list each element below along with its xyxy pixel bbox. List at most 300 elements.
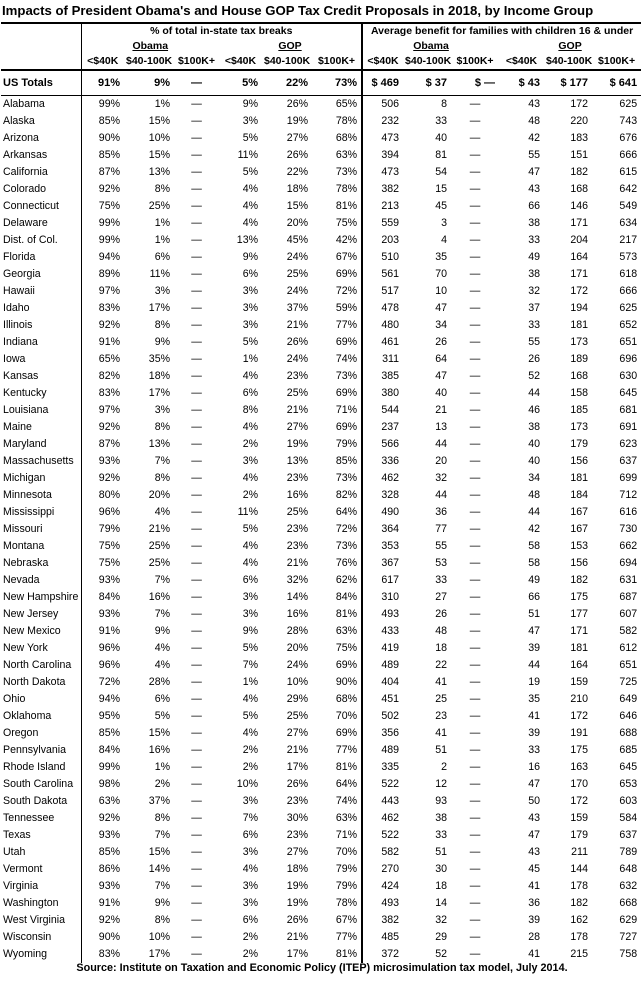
table-cell: 9% bbox=[154, 625, 170, 637]
table-cell: 1% bbox=[154, 98, 170, 110]
table-cell: 84% bbox=[335, 591, 358, 603]
table-cell: 473 bbox=[362, 164, 403, 181]
table-cell: 625 bbox=[619, 98, 638, 110]
table-cell: 44 bbox=[435, 438, 448, 450]
table-cell: 22 bbox=[435, 659, 448, 671]
state-name: Iowa bbox=[3, 353, 26, 365]
table-cell: 356 bbox=[362, 725, 403, 742]
table-cell: — bbox=[191, 846, 202, 858]
table-cell: — bbox=[191, 302, 202, 314]
table-row bbox=[1, 181, 641, 198]
table-cell: 55 bbox=[435, 540, 448, 552]
table-cell: 172 bbox=[570, 285, 589, 297]
table-cell: 79% bbox=[81, 521, 124, 538]
table-cell: 645 bbox=[619, 761, 638, 773]
state-name: Oregon bbox=[3, 727, 39, 739]
table-cell: 612 bbox=[619, 642, 638, 654]
table-cell: 6% bbox=[242, 914, 258, 926]
table-cell: 13% bbox=[286, 455, 308, 467]
table-cell: 1% bbox=[242, 353, 258, 365]
table-cell: 44 bbox=[435, 489, 448, 501]
table-cell: 158 bbox=[570, 387, 589, 399]
table-cell: 82% bbox=[81, 368, 124, 385]
table-cell: — bbox=[469, 693, 481, 705]
table-row bbox=[1, 368, 641, 385]
table-cell: 573 bbox=[619, 251, 638, 263]
table-cell: 26% bbox=[286, 336, 308, 348]
table-cell: 21% bbox=[286, 557, 308, 569]
table-cell: — bbox=[191, 472, 202, 484]
table-cell: 170 bbox=[570, 778, 589, 790]
state-name: Missouri bbox=[3, 523, 43, 535]
table-cell: 618 bbox=[619, 268, 638, 280]
table-cell: 725 bbox=[619, 676, 638, 688]
table-cell: — bbox=[191, 659, 202, 671]
table-row bbox=[1, 759, 641, 776]
table-row bbox=[1, 742, 641, 759]
table-cell: 69% bbox=[335, 659, 358, 671]
table-cell: 1% bbox=[242, 676, 258, 688]
table-cell: 99% bbox=[81, 96, 124, 114]
state-name: Kentucky bbox=[3, 387, 47, 399]
table-cell: 23% bbox=[286, 370, 308, 382]
state-name: Utah bbox=[3, 846, 26, 858]
table-cell: 79% bbox=[335, 438, 358, 450]
table-cell: 78% bbox=[335, 897, 358, 909]
table-cell: 15% bbox=[148, 115, 170, 127]
state-name: Oklahoma bbox=[3, 710, 52, 722]
table-cell: 25% bbox=[148, 200, 170, 212]
table-cell: 15% bbox=[148, 846, 170, 858]
state-name: Florida bbox=[3, 251, 36, 263]
table-cell: 26 bbox=[435, 336, 448, 348]
table-cell: 649 bbox=[619, 693, 638, 705]
table-cell: 69% bbox=[335, 336, 358, 348]
table-cell: 3% bbox=[242, 455, 258, 467]
state-name: Colorado bbox=[3, 183, 46, 195]
col-header: <$40K bbox=[81, 54, 124, 70]
state-name: Montana bbox=[3, 540, 45, 552]
table-cell: 41 bbox=[528, 948, 541, 960]
table-cell: 10% bbox=[236, 778, 258, 790]
state-rows bbox=[1, 96, 641, 964]
table-cell: 607 bbox=[619, 608, 638, 620]
table-row bbox=[1, 198, 641, 215]
table-cell: 81% bbox=[335, 608, 358, 620]
table-cell: — bbox=[469, 795, 481, 807]
table-cell: 489 bbox=[362, 657, 403, 674]
table-cell: 23% bbox=[286, 795, 308, 807]
table-cell: 24% bbox=[286, 285, 308, 297]
table-cell: 7% bbox=[242, 812, 258, 824]
table-cell: 616 bbox=[619, 506, 638, 518]
table-cell: 13% bbox=[236, 234, 258, 246]
table-cell: 20% bbox=[286, 217, 308, 229]
table-cell: 37 bbox=[528, 302, 541, 314]
table-cell: 17% bbox=[286, 948, 308, 960]
table-cell: 424 bbox=[362, 878, 403, 895]
table-cell: 47 bbox=[528, 829, 541, 841]
table-cell: 213 bbox=[362, 198, 403, 215]
table-cell: 81% bbox=[335, 948, 358, 960]
table-cell: 2% bbox=[242, 931, 258, 943]
table-cell: 18 bbox=[435, 642, 448, 654]
table-cell: 75% bbox=[81, 198, 124, 215]
table-cell: 58 bbox=[528, 557, 541, 569]
table-cell: 42 bbox=[528, 523, 541, 535]
table-cell: 681 bbox=[619, 404, 638, 416]
state-name: Virginia bbox=[3, 880, 39, 892]
table-cell: 97% bbox=[81, 283, 124, 300]
table-cell: 156 bbox=[570, 557, 589, 569]
table-row bbox=[1, 623, 641, 640]
table-cell: 76% bbox=[335, 557, 358, 569]
table-cell: 353 bbox=[362, 538, 403, 555]
table-cell: 13% bbox=[148, 166, 170, 178]
table-row bbox=[1, 351, 641, 368]
table-cell: 8 bbox=[441, 98, 448, 110]
table-cell: 99% bbox=[81, 232, 124, 249]
table-cell: 3% bbox=[242, 319, 258, 331]
table-cell: — bbox=[469, 897, 481, 909]
table-cell: 41 bbox=[528, 880, 541, 892]
table-cell: 694 bbox=[619, 557, 638, 569]
table-cell: — bbox=[191, 727, 202, 739]
table-cell: 44 bbox=[528, 506, 541, 518]
table-row bbox=[1, 861, 641, 878]
table-cell: — bbox=[469, 846, 481, 858]
table-cell: 93% bbox=[81, 606, 124, 623]
table-cell: — bbox=[469, 183, 481, 195]
table-cell: — bbox=[191, 234, 202, 246]
table-cell: 4% bbox=[154, 642, 170, 654]
table-cell: — bbox=[469, 132, 481, 144]
table-cell: 85% bbox=[81, 844, 124, 861]
table-cell: 4% bbox=[154, 506, 170, 518]
table-cell: — bbox=[191, 863, 202, 875]
state-name: South Carolina bbox=[3, 778, 74, 790]
table-cell: — bbox=[191, 183, 202, 195]
table-cell: 168 bbox=[570, 183, 589, 195]
table-cell: 45 bbox=[528, 863, 541, 875]
table-cell: 603 bbox=[619, 795, 638, 807]
state-name: Alaska bbox=[3, 115, 35, 127]
table-cell: 3% bbox=[242, 591, 258, 603]
table-cell: — bbox=[191, 608, 202, 620]
table-cell: 92% bbox=[81, 470, 124, 487]
table-cell: 13% bbox=[148, 438, 170, 450]
table-cell: — bbox=[469, 608, 481, 620]
table-row bbox=[1, 538, 641, 555]
table-cell: 91% bbox=[81, 623, 124, 640]
table-cell: 164 bbox=[570, 251, 589, 263]
table-cell: 92% bbox=[81, 912, 124, 929]
table-cell: 37% bbox=[286, 302, 308, 314]
table-cell: 688 bbox=[619, 727, 638, 739]
table-cell: 4% bbox=[242, 693, 258, 705]
table-cell: — bbox=[469, 217, 481, 229]
table-cell: 3% bbox=[242, 897, 258, 909]
table-row bbox=[1, 929, 641, 946]
table-cell: 4 bbox=[441, 234, 448, 246]
table-cell: 5% bbox=[242, 523, 258, 535]
table-cell: 39 bbox=[528, 727, 541, 739]
table-cell: 172 bbox=[570, 795, 589, 807]
table-cell: 629 bbox=[619, 914, 638, 926]
table-cell: 26% bbox=[286, 778, 308, 790]
table-cell: 48 bbox=[435, 625, 448, 637]
table-cell: 90% bbox=[335, 676, 358, 688]
table-cell: 34 bbox=[528, 472, 541, 484]
table-cell: — bbox=[191, 812, 202, 824]
table-cell: 20% bbox=[148, 489, 170, 501]
table-cell: 47 bbox=[435, 302, 448, 314]
table-cell: 156 bbox=[570, 455, 589, 467]
table-cell: 2 bbox=[441, 761, 448, 773]
table-cell: 217 bbox=[619, 234, 638, 246]
table-cell: 173 bbox=[570, 336, 589, 348]
table-cell: — bbox=[469, 251, 481, 263]
table-cell: 69% bbox=[335, 268, 358, 280]
table-cell: — bbox=[469, 115, 481, 127]
table-cell: 167 bbox=[570, 523, 589, 535]
table-cell: — bbox=[469, 676, 481, 688]
table-cell: 699 bbox=[619, 472, 638, 484]
table-cell: — bbox=[191, 455, 202, 467]
table-cell: — bbox=[469, 914, 481, 926]
table-row bbox=[1, 113, 641, 130]
table-cell: 2% bbox=[242, 761, 258, 773]
table-cell: 5% bbox=[154, 710, 170, 722]
table-cell: 27% bbox=[286, 132, 308, 144]
table-cell: 27 bbox=[435, 591, 448, 603]
table-cell: 73% bbox=[335, 166, 358, 178]
table-cell: — bbox=[191, 710, 202, 722]
table-cell: 1% bbox=[154, 761, 170, 773]
table-cell: 71% bbox=[335, 829, 358, 841]
table-cell: — bbox=[469, 285, 481, 297]
table-cell: 25% bbox=[286, 387, 308, 399]
table-cell: — bbox=[469, 727, 481, 739]
table-cell: 3% bbox=[154, 285, 170, 297]
table-cell: 582 bbox=[619, 625, 638, 637]
table-cell: 86% bbox=[81, 861, 124, 878]
table-cell: 220 bbox=[570, 115, 589, 127]
table-cell: 625 bbox=[619, 302, 638, 314]
table-cell: — bbox=[469, 710, 481, 722]
table-cell: 502 bbox=[362, 708, 403, 725]
table-cell: 32 bbox=[435, 472, 448, 484]
table-cell: 5% bbox=[219, 70, 262, 96]
table-cell: 70 bbox=[435, 268, 448, 280]
state-name: Maryland bbox=[3, 438, 47, 450]
table-cell: 32 bbox=[435, 914, 448, 926]
table-cell: 22% bbox=[262, 70, 312, 96]
page-title: Impacts of President Obama's and House GOP Tax Credit Proposals in 2018, by Income Group bbox=[2, 3, 594, 18]
table-cell: 84% bbox=[81, 742, 124, 759]
table-cell: 5% bbox=[242, 710, 258, 722]
table-cell: 668 bbox=[619, 897, 638, 909]
state-name: Indiana bbox=[3, 336, 38, 348]
table-cell: 2% bbox=[242, 744, 258, 756]
table-cell: 30% bbox=[286, 812, 308, 824]
table-cell: — bbox=[469, 540, 481, 552]
table-cell: — bbox=[191, 387, 202, 399]
table-row bbox=[1, 895, 641, 912]
table-cell: 47 bbox=[528, 166, 541, 178]
table-cell: 5% bbox=[242, 132, 258, 144]
table-cell: 35 bbox=[528, 693, 541, 705]
table-cell: 83% bbox=[81, 385, 124, 402]
table-cell: 41 bbox=[435, 676, 448, 688]
table-row bbox=[1, 164, 641, 181]
table-cell: — bbox=[191, 319, 202, 331]
table-cell: 28 bbox=[528, 931, 541, 943]
table-cell: 23 bbox=[435, 710, 448, 722]
table-cell: — bbox=[191, 353, 202, 365]
section-header-benefit: Average benefit for families with children 16 & under bbox=[362, 23, 641, 39]
table-cell: 33 bbox=[528, 234, 541, 246]
state-name: California bbox=[3, 166, 48, 178]
table-cell: 85% bbox=[81, 113, 124, 130]
table-cell: 27% bbox=[286, 846, 308, 858]
table-cell: 11% bbox=[149, 268, 170, 280]
table-cell: 12 bbox=[435, 778, 448, 790]
table-cell: — bbox=[191, 149, 202, 161]
table-cell: 37% bbox=[148, 795, 170, 807]
table-cell: 168 bbox=[570, 370, 589, 382]
table-cell: 16 bbox=[528, 761, 541, 773]
table-cell: 75% bbox=[81, 555, 124, 572]
table-cell: — bbox=[191, 370, 202, 382]
table-cell: 3 bbox=[441, 217, 448, 229]
table-row bbox=[1, 572, 641, 589]
state-name: Massachusetts bbox=[3, 455, 74, 467]
table-cell: 582 bbox=[362, 844, 403, 861]
table-cell: 194 bbox=[570, 302, 589, 314]
table-row bbox=[1, 674, 641, 691]
table-cell: 70% bbox=[335, 710, 358, 722]
table-cell: 9% bbox=[154, 897, 170, 909]
table-cell: 54 bbox=[435, 166, 448, 178]
table-cell: 14% bbox=[286, 591, 308, 603]
table-cell: 17% bbox=[148, 948, 170, 960]
col-header: $100K+ bbox=[451, 54, 499, 70]
table-cell: 26% bbox=[286, 149, 308, 161]
table-cell: 3% bbox=[242, 880, 258, 892]
table-cell: 92% bbox=[81, 317, 124, 334]
state-name: New Jersey bbox=[3, 608, 59, 620]
table-cell: 159 bbox=[570, 676, 589, 688]
table-cell: 22% bbox=[286, 166, 308, 178]
table-cell: 310 bbox=[362, 589, 403, 606]
table-cell: 9% bbox=[242, 98, 258, 110]
table-cell: 21% bbox=[286, 319, 308, 331]
table-cell: — bbox=[469, 625, 481, 637]
table-cell: 712 bbox=[619, 489, 638, 501]
table-cell: 67% bbox=[335, 251, 358, 263]
table-cell: 189 bbox=[570, 353, 589, 365]
table-cell: 3% bbox=[242, 115, 258, 127]
table-cell: 65% bbox=[81, 351, 124, 368]
table-cell: 162 bbox=[570, 914, 589, 926]
table-cell: 3% bbox=[242, 608, 258, 620]
table-cell: 69% bbox=[335, 727, 358, 739]
table-cell: 16% bbox=[286, 489, 308, 501]
table-cell: 18% bbox=[286, 183, 308, 195]
table-cell: 33 bbox=[435, 115, 448, 127]
table-cell: 33 bbox=[528, 744, 541, 756]
table-cell: 211 bbox=[571, 846, 589, 858]
table-cell: 182 bbox=[570, 166, 589, 178]
state-name: Minnesota bbox=[3, 489, 52, 501]
table-cell: 172 bbox=[570, 98, 589, 110]
table-cell: 23% bbox=[286, 523, 308, 535]
table-cell: 5% bbox=[242, 166, 258, 178]
table-cell: 171 bbox=[570, 625, 589, 637]
table-cell: — bbox=[469, 234, 481, 246]
table-cell: 26 bbox=[435, 608, 448, 620]
table-cell: — bbox=[191, 268, 202, 280]
table-cell: 15 bbox=[435, 183, 448, 195]
table-cell: 522 bbox=[362, 776, 403, 793]
table-cell: 8% bbox=[154, 319, 170, 331]
table-cell: 9% bbox=[242, 251, 258, 263]
state-name: Mississippi bbox=[3, 506, 55, 518]
table-row bbox=[1, 470, 641, 487]
table-cell: 71% bbox=[335, 404, 358, 416]
table-cell: 38 bbox=[528, 421, 541, 433]
table-cell: 2% bbox=[242, 948, 258, 960]
table-cell: 97% bbox=[81, 402, 124, 419]
table-cell: 144 bbox=[570, 863, 589, 875]
table-cell: 480 bbox=[362, 317, 403, 334]
table-cell: 7% bbox=[154, 880, 170, 892]
table-cell: 93 bbox=[435, 795, 448, 807]
table-cell: 153 bbox=[570, 540, 589, 552]
table-cell: 7% bbox=[242, 659, 258, 671]
table-cell: 451 bbox=[362, 691, 403, 708]
table-cell: — bbox=[469, 761, 481, 773]
table-cell: 6% bbox=[242, 574, 258, 586]
state-name: Nevada bbox=[3, 574, 40, 586]
table-cell: 651 bbox=[619, 659, 638, 671]
table-cell: — bbox=[469, 370, 481, 382]
table-cell: 51 bbox=[528, 608, 541, 620]
table-row bbox=[1, 776, 641, 793]
table-cell: 632 bbox=[619, 880, 638, 892]
table-cell: 36 bbox=[528, 897, 541, 909]
table-cell: 18 bbox=[435, 880, 448, 892]
table-cell: — bbox=[191, 897, 202, 909]
table-cell: — bbox=[469, 557, 481, 569]
table-cell: 23% bbox=[286, 540, 308, 552]
table-cell: 73% bbox=[335, 472, 358, 484]
table-cell: 83% bbox=[81, 946, 124, 963]
table-cell: 179 bbox=[570, 829, 589, 841]
table-cell: 510 bbox=[362, 249, 403, 266]
state-name: Vermont bbox=[3, 863, 43, 875]
table-cell: 3% bbox=[242, 846, 258, 858]
table-cell: 4% bbox=[154, 659, 170, 671]
col-header: $100K+ bbox=[312, 54, 362, 70]
table-cell: 75% bbox=[81, 538, 124, 555]
table-cell: — bbox=[191, 506, 202, 518]
table-row bbox=[1, 555, 641, 572]
table-cell: 382 bbox=[362, 912, 403, 929]
state-name: North Dakota bbox=[3, 676, 66, 688]
table-cell: 544 bbox=[362, 402, 403, 419]
